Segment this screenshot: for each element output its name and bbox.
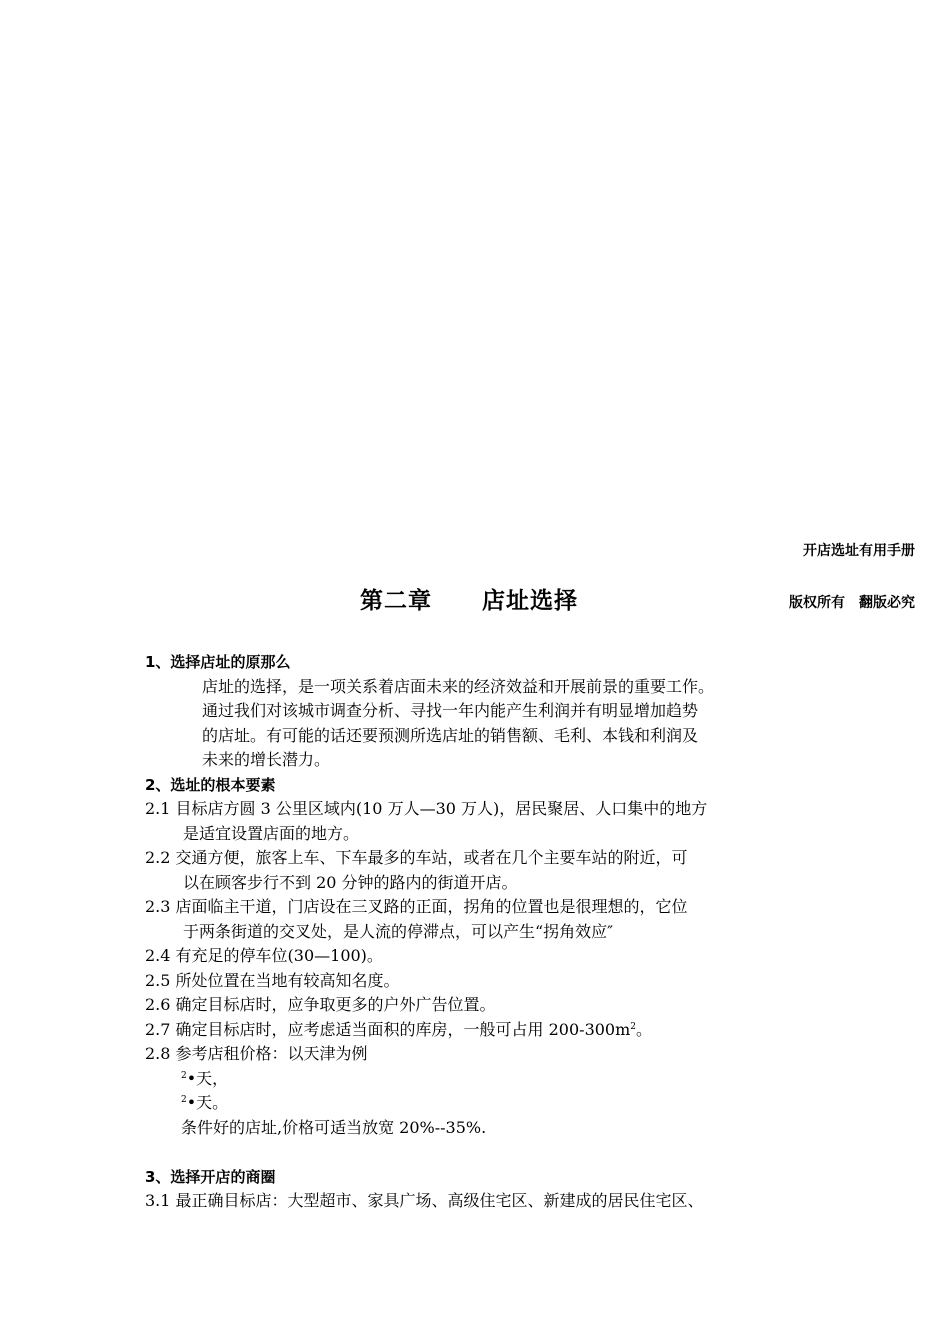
- copyright-notice: [789, 592, 915, 612]
- copyright-text-b: 翻版必究: [859, 595, 915, 611]
- rent-line-1: [145, 1067, 845, 1092]
- list-item-3-1: 3.1 最正确目标店：大型超市、家具广场、高级住宅区、新建成的居民住宅区、: [145, 1191, 704, 1210]
- list-item-2-3-continued: 于两条街道的交叉处，是人流的停滞点，可以产生“拐角效应″: [183, 921, 614, 941]
- paragraph-line: 通过我们对该城市调查分析、寻找一年内能产生利润并有明显增加趋势: [202, 701, 699, 720]
- list-item-2-5: 2.5 所处位置在当地有较高知名度。: [145, 970, 400, 990]
- list-item-2-7: [145, 1018, 845, 1043]
- section-heading-2: 2、选址的根本要素: [145, 775, 276, 794]
- manual-title: 开店选址有用手册: [803, 543, 915, 559]
- list-item-2-2: 2.2 交通方便，旅客上车、下车最多的车站，或者在几个主要车站的附近，可: [145, 848, 688, 867]
- body-text: [145, 650, 845, 1214]
- list-item-2-1-continued: 是适宜设置店面的地方。: [183, 823, 360, 843]
- list-item-2-6: 2.6 确定目标店时，应争取更多的户外广告位置。: [145, 995, 496, 1014]
- paragraph-line: 的店址。有可能的话还要预测所选店址的销售额、毛利、本钱和利润及: [202, 725, 699, 745]
- rent-line-2-text: •天。: [186, 1093, 229, 1112]
- blank-line: [145, 1140, 845, 1165]
- paragraph-line: 未来的增长潜力。: [202, 750, 331, 769]
- section-heading-1: 1、选择店址的原那么: [145, 653, 291, 671]
- list-item-2-4: 2.4 有充足的停车位(30—100)。: [145, 946, 383, 965]
- list-item-2-7-end: 。: [636, 1019, 653, 1039]
- superscript: 2: [181, 1070, 187, 1081]
- list-item-2-2-continued: 以在顾客步行不到 20 分钟的路内的街道开店。: [183, 872, 518, 892]
- chapter-label: 第二章: [360, 588, 432, 614]
- chapter-title: [360, 582, 578, 615]
- list-item-2-1: 2.1 目标店方圆 3 公里区域内(10 万人—30 万人)，居民聚居、人口集中的地方: [145, 799, 708, 818]
- rent-line-2: [145, 1091, 845, 1116]
- rent-line-1-text: •天，: [186, 1068, 229, 1088]
- list-item-2-8: 2.8 参考店租价格：以天津为例: [145, 1044, 368, 1063]
- rent-note: 条件好的店址,价格可适当放宽 20%--35%.: [181, 1117, 487, 1137]
- copyright-text-a: 版权所有: [789, 595, 845, 611]
- section-heading-3: 3、选择开店的商圈: [145, 1167, 276, 1186]
- superscript: 2: [181, 1095, 187, 1105]
- paragraph-line: 店址的选择，是一项关系着店面未来的经济效益和开展前景的重要工作。: [202, 676, 715, 696]
- list-item-2-3: 2.3 店面临主干道，门店设在三叉路的正面，拐角的位置也是很理想的，它位: [145, 897, 688, 916]
- list-item-2-7-text: 2.7 确定目标店时，应考虑适当面积的库房，一般可占用 200-300m: [145, 1019, 631, 1039]
- superscript: 2: [630, 1021, 637, 1032]
- chapter-name: 店址选择: [482, 588, 578, 614]
